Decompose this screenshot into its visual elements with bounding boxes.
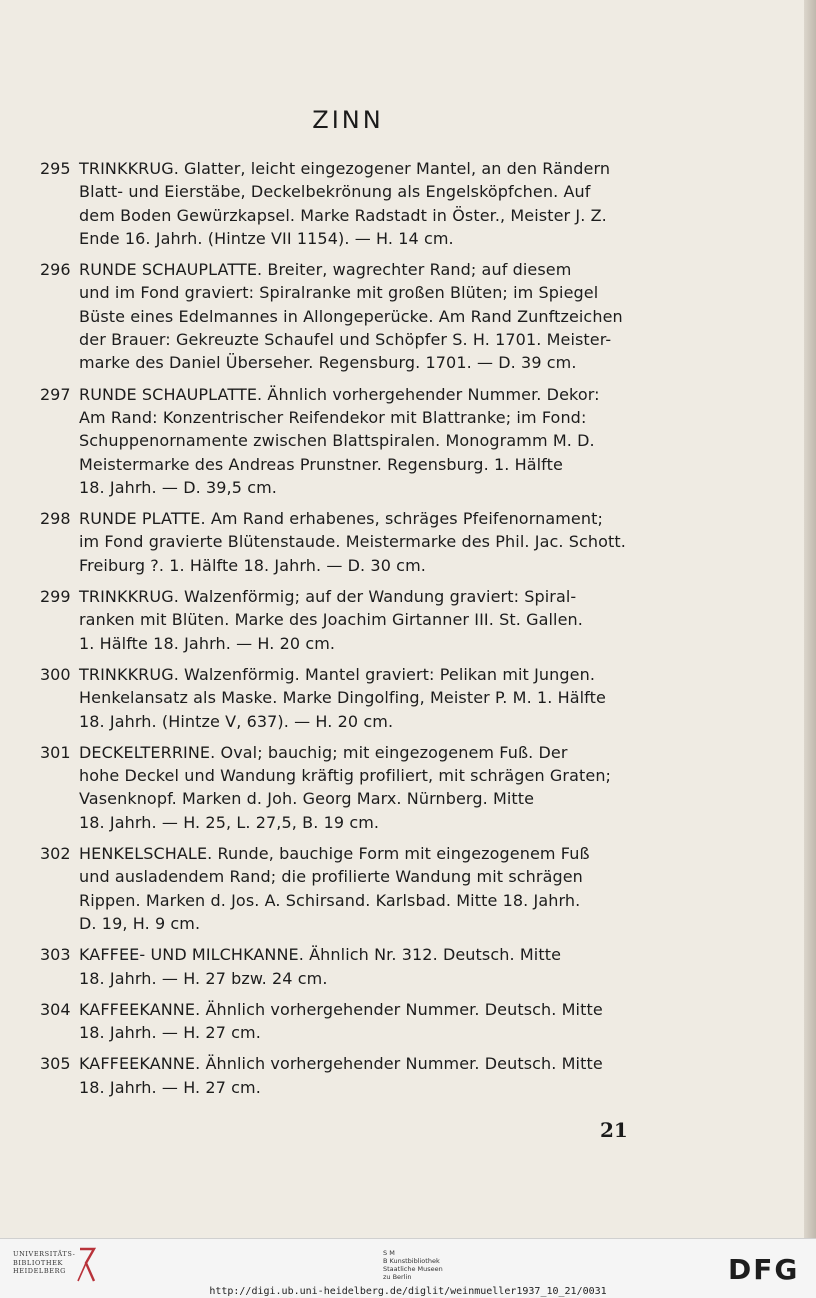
catalogue-entry — [0, 157, 660, 250]
entry-text — [79, 663, 647, 733]
entry-number: 296 — [40, 260, 71, 280]
catalogue-entry — [0, 663, 660, 733]
entry-line: 18. Jahrh. — D. 39,5 cm. — [79, 477, 277, 497]
sm-line: S M — [383, 1249, 395, 1257]
entry-text — [79, 842, 647, 935]
entry-line: D. 19, H. 9 cm. — [79, 913, 201, 933]
university-logo-icon — [76, 1247, 98, 1283]
entry-line: Vasenknopf. Marken d. Joh. Georg Marx. Nürnberg. Mitte — [79, 789, 535, 809]
entry-number: 303 — [40, 945, 71, 965]
entry-text — [79, 1052, 647, 1099]
footer-bar — [0, 1238, 816, 1298]
entry-line: KAFFEEKANNE. Ähnlich vorhergehender Nummer. Deutsch. Mitte — [79, 1054, 603, 1074]
university-line: HEIDELBERG — [13, 1267, 66, 1275]
entry-text — [79, 258, 647, 374]
entry-number: 297 — [40, 384, 71, 404]
university-library-name — [13, 1250, 75, 1276]
entry-line: Büste eines Edelmannes in Allongeperücke. Am Rand Zunftzeichen — [79, 306, 623, 326]
entry-line: HENKELSCHALE. Runde, bauchige Form mit eingezogenem Fuß — [79, 844, 590, 864]
entry-line: marke des Daniel Überseher. Regensburg. 1701. — D. 39 cm. — [79, 353, 577, 373]
entry-text — [79, 585, 647, 655]
page-heading: ZINN — [312, 106, 384, 134]
catalogue-entry — [0, 507, 660, 577]
entry-line: Meistermarke des Andreas Prunstner. Regensburg. 1. Hälfte — [79, 454, 563, 474]
entry-number: 298 — [40, 509, 71, 529]
entry-text — [79, 157, 647, 250]
entry-line: TRINKKRUG. Walzenförmig. Mantel graviert: Pelikan mit Jungen. — [79, 664, 596, 684]
entry-line: TRINKKRUG. Walzenförmig; auf der Wandung graviert: Spiral- — [79, 587, 577, 607]
entry-line: RUNDE SCHAUPLATTE. Breiter, wagrechter Rand; auf diesem — [79, 260, 572, 280]
entry-line: Schuppenornamente zwischen Blattspiralen. Monogramm M. D. — [79, 431, 595, 451]
entry-line: Freiburg ?. 1. Hälfte 18. Jahrh. — D. 30 cm. — [79, 555, 426, 575]
source-url[interactable]: http://digi.ub.uni-heidelberg.de/diglit/weinmueller1937_10_21/0031 — [209, 1286, 607, 1297]
entry-line: KAFFEE- UND MILCHKANNE. Ähnlich Nr. 312. Deutsch. Mitte — [79, 945, 562, 965]
sm-line: Staatliche Museen — [383, 1265, 443, 1273]
entry-line: Am Rand: Konzentrischer Reifendekor mit Blattranke; im Fond: — [79, 407, 587, 427]
entry-line: Henkelansatz als Maske. Marke Dingolfing, Meister P. M. 1. Hälfte — [79, 688, 606, 708]
entry-text — [79, 741, 647, 834]
entry-number: 302 — [40, 844, 71, 864]
entry-line: ranken mit Blüten. Marke des Joachim Girtanner III. St. Gallen. — [79, 610, 583, 630]
entry-number: 295 — [40, 159, 71, 178]
catalogue-entry — [0, 842, 660, 935]
catalogue-entry — [0, 943, 660, 990]
entry-number: 300 — [40, 664, 71, 684]
entry-line: 18. Jahrh. — H. 25, L. 27,5, B. 19 cm. — [79, 812, 380, 832]
entry-line: RUNDE SCHAUPLATTE. Ähnlich vorhergehender Nummer. Dekor: — [79, 384, 600, 404]
sm-line: B Kunstbibliothek — [383, 1257, 440, 1265]
entry-line: Blatt- und Eierstäbe, Deckelbekrönung als Engelsköpfchen. Auf — [79, 182, 591, 202]
university-line: UNIVERSITÄTS- — [13, 1250, 76, 1258]
entry-line: der Brauer: Gekreuzte Schaufel und Schöpfer S. H. 1701. Meister- — [79, 330, 612, 350]
entry-number: 305 — [40, 1054, 71, 1074]
entry-text — [79, 998, 647, 1045]
catalogue-entries — [0, 157, 660, 1107]
staatliche-museen-credit — [383, 1249, 443, 1281]
entry-line: 18. Jahrh. — H. 27 cm. — [79, 1023, 261, 1043]
catalogue-entry — [0, 258, 660, 374]
entry-line: KAFFEEKANNE. Ähnlich vorhergehender Nummer. Deutsch. Mitte — [79, 999, 603, 1019]
entry-line: Rippen. Marken d. Jos. A. Schirsand. Karlsbad. Mitte 18. Jahrh. — [79, 890, 581, 910]
entry-line: Ende 16. Jahrh. (Hintze VII 1154). — H. 14 cm. — [79, 228, 454, 248]
catalogue-entry — [0, 998, 660, 1045]
entry-text — [79, 507, 647, 577]
entry-line: DECKELTERRINE. Oval; bauchig; mit eingezogenem Fuß. Der — [79, 742, 568, 762]
entry-line: 18. Jahrh. — H. 27 cm. — [79, 1077, 261, 1097]
entry-line: 18. Jahrh. (Hintze V, 637). — H. 20 cm. — [79, 711, 394, 731]
entry-line: RUNDE PLATTE. Am Rand erhabenes, schräges Pfeifenornament; — [79, 509, 603, 529]
scan-edge — [804, 0, 816, 1238]
entry-line: und ausladendem Rand; die profilierte Wandung mit schrägen — [79, 867, 583, 887]
entry-line: dem Boden Gewürzkapsel. Marke Radstadt in Öster., Meister J. Z. — [79, 205, 607, 225]
entry-line: und im Fond graviert: Spiralranke mit großen Blüten; im Spiegel — [79, 283, 599, 303]
entry-text — [79, 383, 647, 499]
entry-number: 301 — [40, 742, 71, 762]
entry-line: hohe Deckel und Wandung kräftig profiliert, mit schrägen Graten; — [79, 766, 612, 786]
entry-number: 299 — [40, 587, 71, 607]
catalogue-entry — [0, 1052, 660, 1099]
sm-line: zu Berlin — [383, 1273, 412, 1281]
page-number: 21 — [600, 1118, 628, 1142]
entry-line: 18. Jahrh. — H. 27 bzw. 24 cm. — [79, 968, 328, 988]
dfg-logo: DFG — [728, 1253, 800, 1286]
catalogue-entry — [0, 383, 660, 499]
entry-line: TRINKKRUG. Glatter, leicht eingezogener Mantel, an den Rändern — [79, 159, 611, 178]
catalogue-entry — [0, 585, 660, 655]
entry-line: im Fond gravierte Blütenstaude. Meistermarke des Phil. Jac. Schott. — [79, 532, 626, 552]
entry-number: 304 — [40, 999, 71, 1019]
entry-text — [79, 943, 647, 990]
catalogue-entry — [0, 741, 660, 834]
university-line: BIBLIOTHEK — [13, 1258, 63, 1267]
entry-line: 1. Hälfte 18. Jahrh. — H. 20 cm. — [79, 633, 336, 653]
